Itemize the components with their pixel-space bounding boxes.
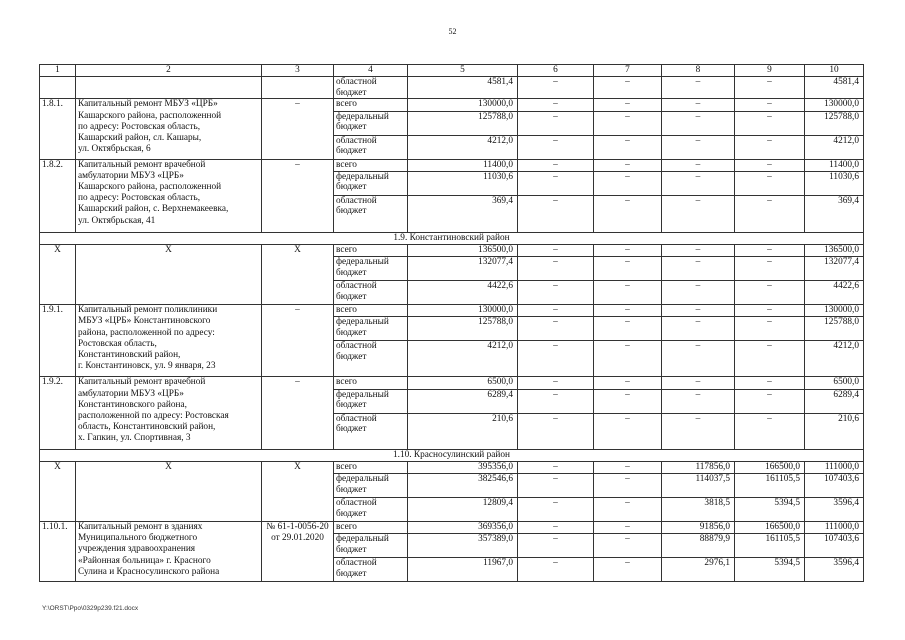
value-col-5: 132077,4	[408, 257, 518, 281]
value-col-9: –	[735, 77, 805, 99]
value-col-9: –	[735, 281, 805, 305]
value-col-9: –	[735, 389, 805, 413]
value-col-10: 4581,4	[805, 77, 864, 99]
value-col-7: –	[594, 99, 662, 111]
value-col-8: 91856,0	[662, 522, 735, 534]
value-col-6: –	[518, 245, 594, 257]
fund-source: всего	[334, 99, 408, 111]
value-col-5: 369,4	[408, 195, 518, 232]
value-col-8: –	[662, 413, 735, 449]
section-title: 1.9. Константиновский район	[40, 232, 864, 244]
value-col-10: 130000,0	[805, 305, 864, 317]
table-row	[40, 159, 864, 171]
value-col-9: –	[735, 377, 805, 389]
value-col-7: –	[594, 257, 662, 281]
value-col-7: –	[594, 389, 662, 413]
value-col-5: 4581,4	[408, 77, 518, 99]
table-row	[40, 522, 864, 534]
value-col-8: –	[662, 159, 735, 171]
table-row	[40, 245, 864, 257]
fund-source: федеральный бюджет	[334, 317, 408, 341]
item-document: Х	[262, 461, 334, 521]
value-col-10: 130000,0	[805, 99, 864, 111]
header-col-5: 5	[408, 65, 518, 77]
value-col-9: 5394,5	[735, 558, 805, 582]
value-col-8: –	[662, 195, 735, 232]
value-col-6: –	[518, 474, 594, 498]
value-col-5: 11030,6	[408, 171, 518, 195]
fund-source: всего	[334, 461, 408, 473]
item-document: –	[262, 305, 334, 377]
value-col-10: 11400,0	[805, 159, 864, 171]
item-name: Капитальный ремонт МБУЗ «ЦРБ» Кашарского района, расположенной по адресу: Ростовская область, Кашарский район, сл. Кашары, ул. Октябрьская, 6	[76, 99, 262, 159]
item-number: Х	[40, 461, 76, 521]
value-col-7: –	[594, 305, 662, 317]
fund-source: всего	[334, 159, 408, 171]
value-col-5: 12809,4	[408, 498, 518, 522]
value-col-6: –	[518, 534, 594, 558]
item-number: 1.8.2.	[40, 159, 76, 232]
item-document: № 61-1-0056-20 от 29.01.2020	[262, 522, 334, 582]
table-row	[40, 77, 864, 99]
value-col-6: –	[518, 389, 594, 413]
value-col-6: –	[518, 305, 594, 317]
value-col-6: –	[518, 281, 594, 305]
value-col-9: –	[735, 135, 805, 159]
value-col-6: –	[518, 257, 594, 281]
value-col-8: –	[662, 99, 735, 111]
value-col-10: 6289,4	[805, 389, 864, 413]
value-col-7: –	[594, 534, 662, 558]
item-name: Капитальный ремонт в зданиях Муниципального бюджетного учреждения здравоохранения «Районная больница» г. Красного Сулина и Красносулинского района	[76, 522, 262, 582]
value-col-7: –	[594, 77, 662, 99]
value-col-9: –	[735, 99, 805, 111]
header-col-4: 4	[334, 65, 408, 77]
value-col-5: 210,6	[408, 413, 518, 449]
value-col-7: –	[594, 558, 662, 582]
value-col-7: –	[594, 461, 662, 473]
value-col-6: –	[518, 522, 594, 534]
value-col-10: 4212,0	[805, 135, 864, 159]
value-col-8: –	[662, 171, 735, 195]
value-col-8: –	[662, 111, 735, 135]
value-col-6: –	[518, 99, 594, 111]
value-col-5: 4212,0	[408, 135, 518, 159]
value-col-6: –	[518, 377, 594, 389]
header-col-3: 3	[262, 65, 334, 77]
value-col-8: –	[662, 389, 735, 413]
value-col-5: 136500,0	[408, 245, 518, 257]
value-col-7: –	[594, 245, 662, 257]
value-col-8: –	[662, 281, 735, 305]
value-col-7: –	[594, 474, 662, 498]
value-col-5: 4212,0	[408, 341, 518, 377]
value-col-5: 395356,0	[408, 461, 518, 473]
value-col-5: 369356,0	[408, 522, 518, 534]
value-col-10: 125788,0	[805, 317, 864, 341]
item-number: Х	[40, 245, 76, 305]
empty-cell	[76, 77, 262, 99]
fund-source: областной бюджет	[334, 341, 408, 377]
table-row	[40, 377, 864, 389]
value-col-7: –	[594, 522, 662, 534]
fund-source: областной бюджет	[334, 413, 408, 449]
value-col-5: 11400,0	[408, 159, 518, 171]
fund-source: всего	[334, 245, 408, 257]
value-col-10: 107403,6	[805, 534, 864, 558]
value-col-6: –	[518, 498, 594, 522]
value-col-8: –	[662, 377, 735, 389]
item-document: –	[262, 377, 334, 449]
item-document: Х	[262, 245, 334, 305]
value-col-10: 4422,6	[805, 281, 864, 305]
value-col-9: –	[735, 413, 805, 449]
file-path-footer: Y:\ORST\Ppo\0329p239.f21.docx	[42, 605, 139, 612]
item-number: 1.8.1.	[40, 99, 76, 159]
value-col-9: 161105,5	[735, 474, 805, 498]
value-col-5: 6289,4	[408, 389, 518, 413]
value-col-5: 125788,0	[408, 317, 518, 341]
fund-source: всего	[334, 305, 408, 317]
value-col-10: 11030,6	[805, 171, 864, 195]
value-col-6: –	[518, 413, 594, 449]
value-col-9: –	[735, 305, 805, 317]
fund-source: областной бюджет	[334, 281, 408, 305]
value-col-9: 5394,5	[735, 498, 805, 522]
value-col-8: –	[662, 245, 735, 257]
value-col-7: –	[594, 498, 662, 522]
value-col-8: –	[662, 341, 735, 377]
value-col-10: 136500,0	[805, 245, 864, 257]
item-document: –	[262, 159, 334, 232]
value-col-9: 161105,5	[735, 534, 805, 558]
value-col-10: 107403,6	[805, 474, 864, 498]
value-col-9: 166500,0	[735, 522, 805, 534]
item-number: 1.10.1.	[40, 522, 76, 582]
item-name: Х	[76, 461, 262, 521]
empty-cell	[262, 77, 334, 99]
empty-cell	[40, 77, 76, 99]
value-col-5: 4422,6	[408, 281, 518, 305]
fund-source: областной бюджет	[334, 498, 408, 522]
value-col-8: –	[662, 135, 735, 159]
table-header	[40, 65, 864, 77]
value-col-7: –	[594, 111, 662, 135]
value-col-9: –	[735, 245, 805, 257]
section-row	[40, 449, 864, 461]
header-col-2: 2	[76, 65, 262, 77]
value-col-5: 6500,0	[408, 377, 518, 389]
table-row	[40, 461, 864, 473]
value-col-7: –	[594, 317, 662, 341]
section-title: 1.10. Красносулинский район	[40, 449, 864, 461]
value-col-9: 166500,0	[735, 461, 805, 473]
value-col-10: 3596,4	[805, 558, 864, 582]
value-col-9: –	[735, 111, 805, 135]
value-col-10: 132077,4	[805, 257, 864, 281]
budget-table	[39, 64, 864, 582]
fund-source: федеральный бюджет	[334, 257, 408, 281]
value-col-7: –	[594, 377, 662, 389]
value-col-7: –	[594, 171, 662, 195]
fund-source: областной бюджет	[334, 77, 408, 99]
value-col-6: –	[518, 159, 594, 171]
value-col-7: –	[594, 341, 662, 377]
value-col-5: 130000,0	[408, 305, 518, 317]
value-col-6: –	[518, 195, 594, 232]
fund-source: федеральный бюджет	[334, 389, 408, 413]
value-col-8: 3818,5	[662, 498, 735, 522]
value-col-6: –	[518, 111, 594, 135]
value-col-7: –	[594, 135, 662, 159]
fund-source: федеральный бюджет	[334, 171, 408, 195]
item-name: Капитальный ремонт поликлиники МБУЗ «ЦРБ» Константиновского района, расположенной по адресу: Ростовская область, Константиновский район, г. Константиновск, ул. 9 января, 23	[76, 305, 262, 377]
value-col-5: 11967,0	[408, 558, 518, 582]
value-col-6: –	[518, 461, 594, 473]
value-col-9: –	[735, 257, 805, 281]
item-name: Капитальный ремонт врачебной амбулатории МБУЗ «ЦРБ» Константиновского района, расположенной по адресу: Ростовская область, Константиновский район, х. Гапкин, ул. Спортивная, 3	[76, 377, 262, 449]
value-col-5: 130000,0	[408, 99, 518, 111]
value-col-6: –	[518, 558, 594, 582]
value-col-8: –	[662, 257, 735, 281]
fund-source: федеральный бюджет	[334, 111, 408, 135]
fund-source: областной бюджет	[334, 135, 408, 159]
table-row	[40, 305, 864, 317]
value-col-10: 369,4	[805, 195, 864, 232]
header-col-1: 1	[40, 65, 76, 77]
value-col-5: 125788,0	[408, 111, 518, 135]
value-col-10: 3596,4	[805, 498, 864, 522]
value-col-9: –	[735, 341, 805, 377]
value-col-8: 114037,5	[662, 474, 735, 498]
item-name: Капитальный ремонт врачебной амбулатории МБУЗ «ЦРБ» Кашарского района, расположенной по адресу: Ростовская область, Кашарский район, с. Верхнемакеевка, ул. Октябрьская, 41	[76, 159, 262, 232]
value-col-6: –	[518, 341, 594, 377]
value-col-10: 125788,0	[805, 111, 864, 135]
item-number: 1.9.1.	[40, 305, 76, 377]
value-col-8: –	[662, 317, 735, 341]
value-col-10: 6500,0	[805, 377, 864, 389]
value-col-7: –	[594, 195, 662, 232]
fund-source: всего	[334, 377, 408, 389]
header-col-9: 9	[735, 65, 805, 77]
value-col-10: 111000,0	[805, 461, 864, 473]
value-col-9: –	[735, 159, 805, 171]
value-col-9: –	[735, 171, 805, 195]
value-col-8: 117856,0	[662, 461, 735, 473]
header-col-10: 10	[805, 65, 864, 77]
value-col-9: –	[735, 317, 805, 341]
fund-source: областной бюджет	[334, 195, 408, 232]
header-col-6: 6	[518, 65, 594, 77]
fund-source: областной бюджет	[334, 558, 408, 582]
item-document: –	[262, 99, 334, 159]
value-col-5: 357389,0	[408, 534, 518, 558]
value-col-6: –	[518, 77, 594, 99]
item-number: 1.9.2.	[40, 377, 76, 449]
value-col-6: –	[518, 171, 594, 195]
value-col-8: 88879,9	[662, 534, 735, 558]
value-col-7: –	[594, 281, 662, 305]
value-col-6: –	[518, 317, 594, 341]
page-number: 52	[448, 27, 457, 36]
item-name: Х	[76, 245, 262, 305]
value-col-10: 4212,0	[805, 341, 864, 377]
header-col-8: 8	[662, 65, 735, 77]
value-col-10: 210,6	[805, 413, 864, 449]
value-col-8: –	[662, 77, 735, 99]
value-col-7: –	[594, 413, 662, 449]
fund-source: всего	[334, 522, 408, 534]
value-col-6: –	[518, 135, 594, 159]
value-col-7: –	[594, 159, 662, 171]
fund-source: федеральный бюджет	[334, 534, 408, 558]
value-col-5: 382546,6	[408, 474, 518, 498]
section-row	[40, 232, 864, 244]
value-col-9: –	[735, 195, 805, 232]
fund-source: федеральный бюджет	[334, 474, 408, 498]
value-col-10: 111000,0	[805, 522, 864, 534]
value-col-8: –	[662, 305, 735, 317]
header-col-7: 7	[594, 65, 662, 77]
value-col-8: 2976,1	[662, 558, 735, 582]
table-row	[40, 99, 864, 111]
